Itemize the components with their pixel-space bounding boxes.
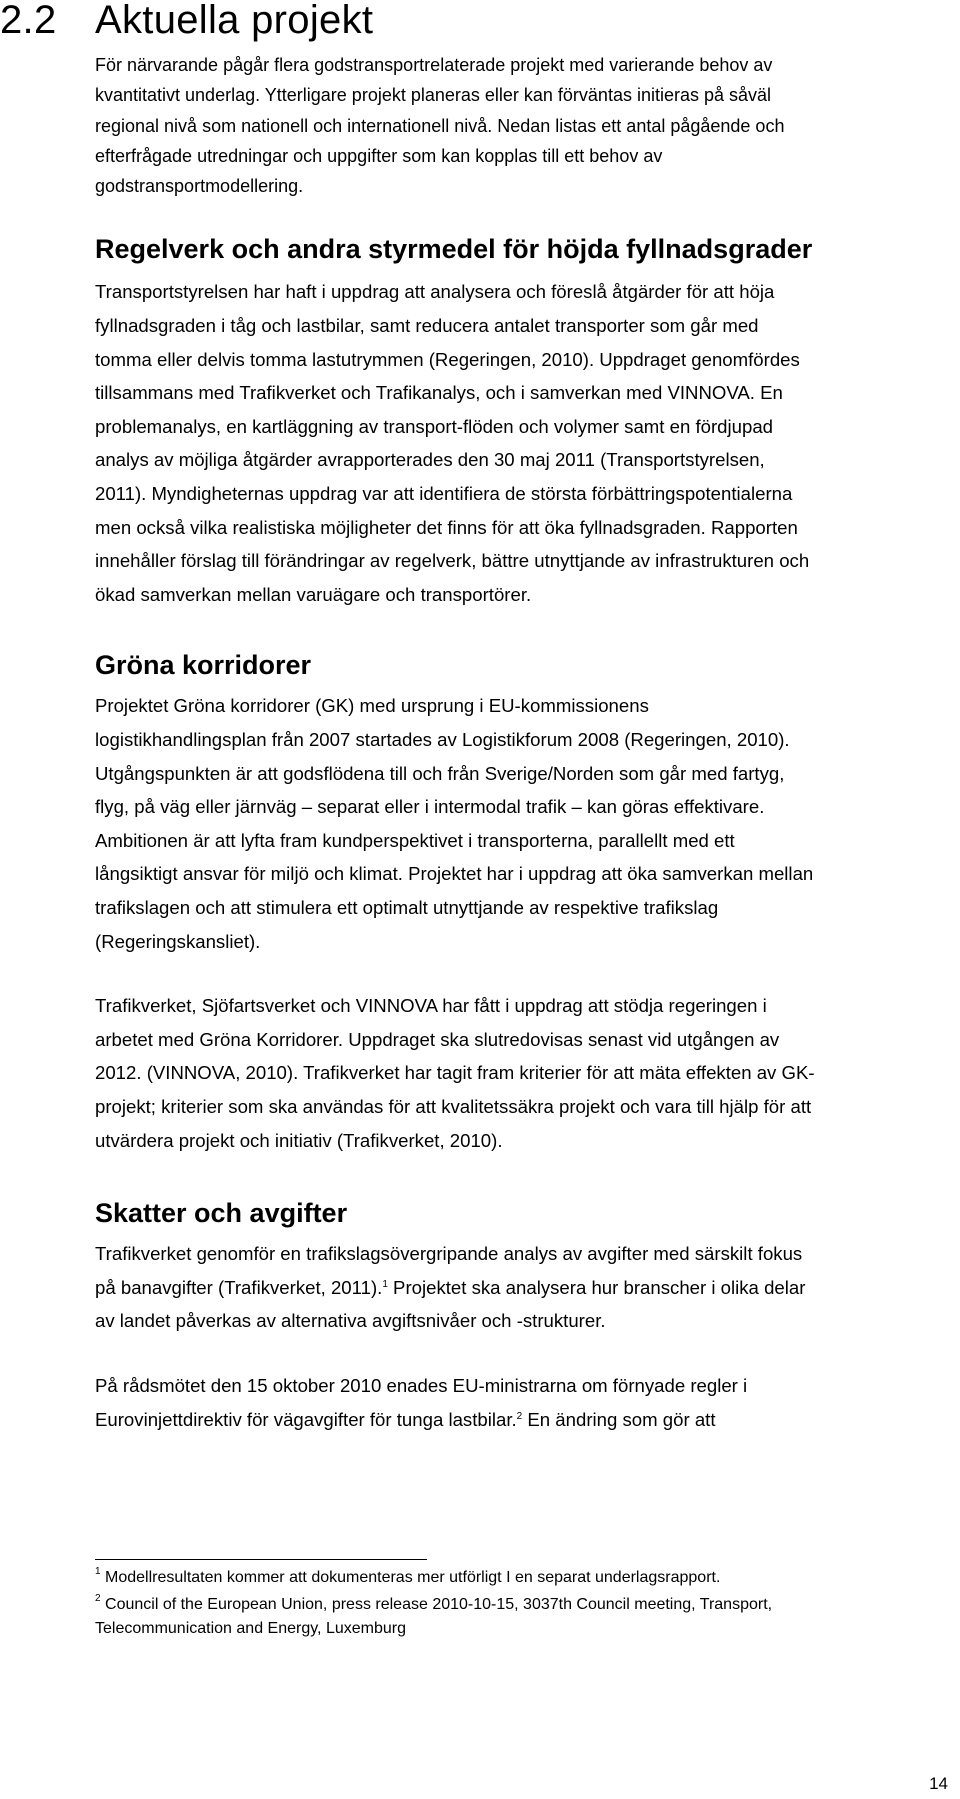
section-heading [0,0,373,40]
footnote-divider [95,1559,427,1560]
subsection-heading-fyllnadsgrader: Regelverk och andra styrmedel för höjda fyllnadsgrader [95,234,813,265]
paragraph-skatter-2: På rådsmötet den 15 oktober 2010 enades EU-ministrarna om förnyade regler i Eurovinjettdirektiv för vägavgifter för tunga lastbilar.$^2$ En ändring som gör att [95,1374,748,1430]
paragraph-skatter-1: Trafikverket genomför en trafikslagsövergripande analys av avgifter med särskilt fokus på banavgifter (Trafikverket, 2011).$^1$ Projektet ska analysera hur branscher i olika delar av landet påverkas av alternativa avgiftsnivåer och -strukturer. [95,1243,806,1332]
section-title: Aktuella projekt [95,0,374,42]
subsection-heading-skatter: Skatter och avgifter [95,1198,348,1229]
page-body [95,50,815,1436]
footnote-mark: 2 [95,1593,101,1604]
subsection-heading-grona-korridorer: Gröna korridorer [95,650,312,681]
footnote-ref-1: 1 [382,1278,388,1290]
footnote-text: Modellresultaten kommer att dokumenteras mer utförligt I en separat underlagsrapport. [100,1569,721,1586]
paragraph-grona-korridorer-1: Projektet Gröna korridorer (GK) med ursprung i EU-kommissionens logistikhandlingsplan från 2007 startades av Logistikforum 2008 (Regeringen, 2010). Utgångspunkten är att godsflödena till och från Sverige/Norden som går med fartyg, flyg, på väg eller järnväg – separat eller i intermodal trafik – kan göras effektivare. Ambitionen är att lyfta fram kundperspektivet i transporterna, parallellt med ett långsiktigt ansvar för miljö och klimat. Projektet har i uppdrag att öka samverkan mellan trafikslagen och att stimulera ett optimalt utnyttjande av respektive trafikslag (Regeringskansliet). [95,695,814,952]
footnote-2 [95,1593,815,1641]
footnote-text: Council of the European Union, press release 2010-10-15, 3037th Council meeting, Transport, Telecommunication and Energy, Luxemburg [95,1596,773,1637]
footnote-ref-2: 2 [516,1410,523,1422]
footnotes [95,1566,815,1641]
footnote-1 [95,1566,815,1590]
intro-paragraph: För närvarande pågår flera godstransportrelaterade projekt med varierande behov av kvantitativt underlag. Ytterligare projekt planeras eller kan förväntas initieras på såväl regional nivå som nationell och internationell nivå. Nedan listas ett antal pågående och efterfrågade utredningar och uppgifter som kan kopplas till ett behov av godstransportmodellering. [95,55,785,197]
footnote-mark: 1 [95,1566,101,1577]
section-number: 2.2 [0,0,57,42]
paragraph-grona-korridorer-2: Trafikverket, Sjöfartsverket och VINNOVA har fått i uppdrag att stödja regeringen i arbetet med Gröna Korridorer. Uppdraget ska slutredovisas senast vid utgången av 2012. (VINNOVA, 2010). Trafikverket har tagit fram kriterier för att mäta effekten av GK-projekt; kriterier som ska användas för att kvalitetssäkra projekt och vara till hjälp för att utvärdera projekt och initiativ (Trafikverket, 2010). [95,995,815,1151]
paragraph-fyllnadsgrader: Transportstyrelsen har haft i uppdrag att analysera och föreslå åtgärder för att höja fyllnadsgraden i tåg och lastbilar, samt reducera antalet transporter som går med tomma eller delvis tomma lastutrymmen (Regeringen, 2010). Uppdraget genomfördes tillsammans med Trafikverket och Trafikanalys, och i samverkan med VINNOVA. En problemanalys, en kartläggning av transport-flöden och volymer samt en fördjupad analys av möjliga åtgärder avrapporterades den 30 maj 2011 (Transportstyrelsen, 2011). Myndigheternas uppdrag var att identifiera de största förbättringspotentialerna men också vilka realistiska möjligheter det finns för att öka fyllnadsgraden. Rapporten innehåller förslag till förändringar av regelverk, bättre utnyttjande av infrastrukturen och ökad samverkan mellan varuägare och transportörer. [95,281,810,605]
page-number: 14 [929,1774,948,1793]
